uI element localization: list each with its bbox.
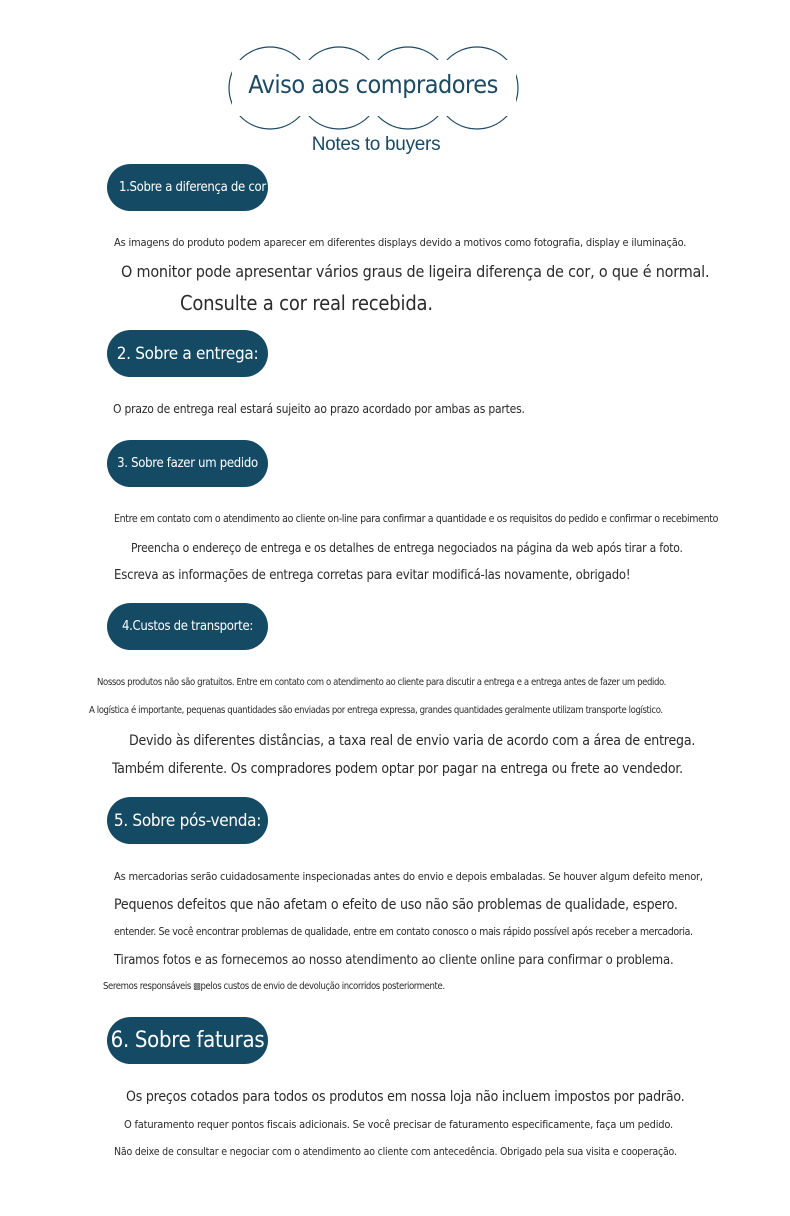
section-1-line-3: Consulte a cor real recebida. xyxy=(180,291,433,315)
section-6-line-1: Os preços cotados para todos os produtos em nossa loja não incluem impostos por padrão. xyxy=(126,1089,685,1105)
section-5-line-5 xyxy=(103,981,445,992)
section-heading-invoices: 6. Sobre faturas xyxy=(107,1017,268,1064)
section-5-line-1: As mercadorias serão cuidadosamente inspecionadas antes do envio e depois embaladas. Se houver algum defeito menor, xyxy=(114,870,703,883)
section-5-line-3: entender. Se você encontrar problemas de qualidade, entre em contato conosco o mais rápido possível após receber a mercadoria. xyxy=(114,926,693,938)
section-1-line-2: O monitor pode apresentar vários graus de ligeira diferença de cor, o que é normal. xyxy=(121,262,710,281)
section-5-line-4: Tiramos fotos e as fornecemos ao nosso atendimento ao cliente online para confirmar o problema. xyxy=(114,953,674,968)
section-6-line-2: O faturamento requer pontos fiscais adicionais. Se você precisar de faturamento especificamente, faça um pedido. xyxy=(124,1118,673,1131)
section-4-line-1: Nossos produtos não são gratuitos. Entre em contato com o atendimento ao cliente para discutir a entrega e a entrega antes de fazer um pedido. xyxy=(97,677,666,688)
section-5-line-5-start: Seremos responsáveis xyxy=(103,981,191,992)
header xyxy=(0,0,790,170)
section-4-line-4: Também diferente. Os compradores podem optar por pagar na entrega ou frete ao vendedor. xyxy=(112,761,683,777)
section-5-line-2: Pequenos defeitos que não afetam o efeito de uso não são problemas de qualidade, espero. xyxy=(114,897,678,913)
page-subtitle: Notes to buyers xyxy=(311,134,441,155)
section-3-line-1: Entre em contato com o atendimento ao cliente on-line para confirmar a quantidade e os requisitos do pedido e confirmar o recebimento xyxy=(114,513,719,525)
section-4-line-2: A logística é importante, pequenas quantidades são enviadas por entrega expressa, grandes quantidades geralmente utilizam transporte logístico. xyxy=(89,705,663,716)
section-heading-ordering: 3. Sobre fazer um pedido xyxy=(107,440,268,487)
section-heading-delivery: 2. Sobre a entrega: xyxy=(107,330,268,377)
section-3-line-2: Preencha o endereço de entrega e os detalhes de entrega negociados na página da web após tirar a foto. xyxy=(131,541,683,555)
section-5-line-5-end: pelos custos de envio de devolução incorridos posteriormente. xyxy=(200,981,445,992)
placeholder-glyph-icon: ▩ xyxy=(193,982,201,992)
section-heading-shipping-costs: 4.Custos de transporte: xyxy=(107,603,268,650)
section-6-line-3: Não deixe de consultar e negociar com o atendimento ao cliente com antecedência. Obrigado pela sua visita e cooperação. xyxy=(114,1146,677,1158)
section-2-line-1: O prazo de entrega real estará sujeito ao prazo acordado por ambas as partes. xyxy=(113,402,525,416)
page-title: Aviso aos compradores xyxy=(248,70,498,99)
section-heading-after-sales: 5. Sobre pós-venda: xyxy=(107,797,268,844)
section-1-line-1: As imagens do produto podem aparecer em diferentes displays devido a motivos como fotografia, display e iluminação. xyxy=(114,236,687,249)
section-heading-color-difference: 1.Sobre a diferença de cor xyxy=(107,164,268,211)
section-4-line-3: Devido às diferentes distâncias, a taxa real de envio varia de acordo com a área de entrega. xyxy=(129,733,696,749)
section-3-line-3: Escreva as informações de entrega corretas para evitar modificá-las novamente, obrigado! xyxy=(114,568,631,583)
